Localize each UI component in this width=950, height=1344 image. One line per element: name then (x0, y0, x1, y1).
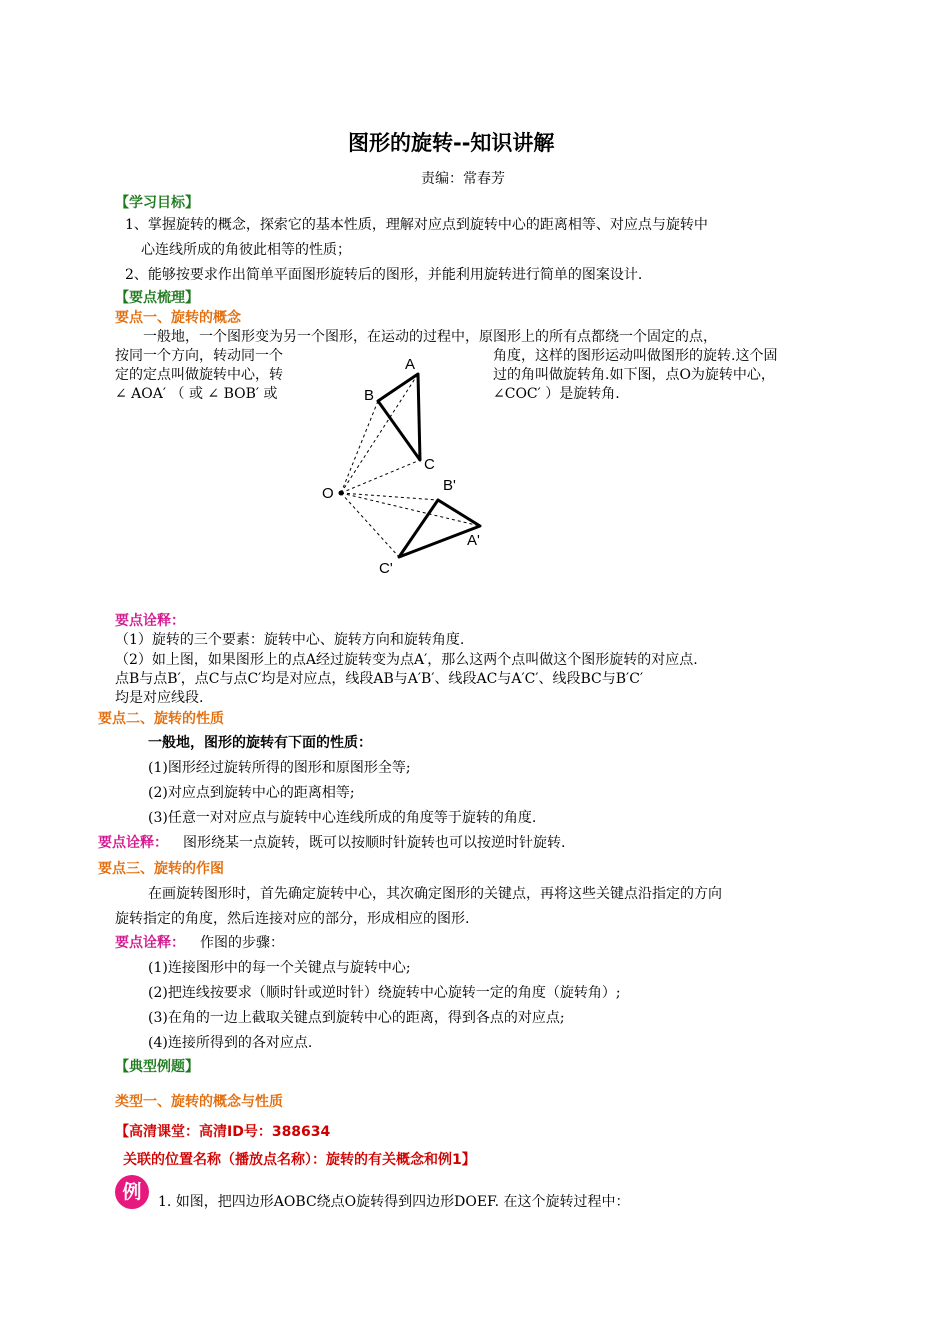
goal-item-1-cont: 心连线所成的角彼此相等的性质； (141, 242, 351, 258)
dash-o-c (341, 460, 420, 493)
point2-property-3: (3)任意一对对应点与旋转中心连线所成的角度等于旋转的角度. (148, 810, 537, 826)
points-heading: 【要点梳理】 (115, 290, 199, 306)
point3-step-4: (4)连接所得到的各对应点. (148, 1035, 313, 1051)
rotation-figure (310, 345, 510, 585)
dash-o-c2 (341, 493, 399, 557)
point3-text-1: 在画旋转图形时，首先确定旋转中心，其次确定图形的关键点，再将这些关键点沿指定的方向 (148, 886, 722, 902)
label-c-prime: C' (379, 560, 393, 577)
dash-o-a (341, 374, 418, 493)
triangle-abc (378, 374, 420, 460)
point3-heading: 要点三、旋转的作图 (98, 861, 224, 877)
page-title: 图形的旋转--知识讲解 (348, 131, 555, 155)
point2-intro: 一般地，图形的旋转有下面的性质： (148, 735, 372, 751)
label-a-prime: A' (467, 532, 480, 549)
point2-heading: 要点二、旋转的性质 (98, 711, 224, 727)
label-b-prime: B' (443, 477, 456, 494)
point1-left-2: 定的定点叫做旋转中心，转 (115, 367, 283, 383)
example-1-text: 1. 如图，把四边形AOBC绕点O旋转得到四边形DOEF. 在这个旋转过程中： (158, 1194, 630, 1210)
label-b: B (364, 387, 375, 404)
point2-property-1: (1)图形经过旋转所得的图形和原图形全等; (148, 760, 411, 776)
point1-right-1: 角度，这样的图形运动叫做图形的旋转.这个固 (493, 348, 778, 364)
point3-note: 作图的步骤： (200, 935, 284, 951)
label-c: C (424, 456, 435, 473)
point1-note-label: 要点诠释： (115, 613, 185, 629)
example-badge-icon: 例 (115, 1175, 149, 1209)
author: 责编：常春芳 (421, 171, 505, 187)
point1-note-2: （2）如上图，如果图形上的点A经过旋转变为点A′，那么这两个点叫做这个图形旋转的对应点. (115, 652, 698, 668)
point1-note-3: 点B与点B′，点C与点C′均是对应点，线段AB与A′B′、线段AC与A′C′、线段BC与B′C′ (115, 671, 644, 687)
point-o (339, 491, 344, 496)
point2-note-label: 要点诠释： (98, 835, 168, 851)
dash-o-b (341, 401, 378, 493)
point1-left-3: ∠ AOA′ （ 或 ∠ BOB′ 或 (115, 386, 278, 402)
point2-property-2: (2)对应点到旋转中心的距离相等; (148, 785, 355, 801)
example-type-1: 类型一、旋转的概念与性质 (115, 1094, 283, 1110)
goal-item-2: 2、能够按要求作出简单平面图形旋转后的图形，并能利用旋转进行简单的图案设计. (125, 267, 643, 283)
point1-heading: 要点一、旋转的概念 (115, 310, 241, 326)
point3-step-2: (2)把连线按要求（顺时针或逆时针）绕旋转中心旋转一定的角度（旋转角）; (148, 985, 621, 1001)
label-o: O (322, 485, 334, 502)
point3-note-label: 要点诠释： (115, 935, 185, 951)
point1-right-2: 过的角叫做旋转角.如下图，点O为旋转中心， (493, 367, 775, 383)
label-a: A (405, 356, 416, 373)
point1-left-1: 按同一个方向，转动同一个 (115, 348, 283, 364)
point3-step-3: (3)在角的一边上截取关键点到旋转中心的距离，得到各点的对应点; (148, 1010, 565, 1026)
goal-item-1: 1、掌握旋转的概念，探索它的基本性质，理解对应点到旋转中心的距离相等、对应点与旋转中 (125, 217, 708, 233)
class-info: 【高清课堂：高清ID号：388634 (115, 1124, 331, 1140)
point1-right-3: ∠COC′ ）是旋转角. (493, 386, 620, 402)
point1-note-1: （1）旋转的三个要素：旋转中心、旋转方向和旋转角度. (115, 632, 465, 648)
examples-heading: 【典型例题】 (115, 1059, 199, 1075)
dash-o-a2 (341, 493, 480, 526)
point1-text: 一般地，一个图形变为另一个图形，在运动的过程中，原图形上的所有点都绕一个固定的点， (143, 329, 717, 345)
goals-heading: 【学习目标】 (115, 195, 199, 211)
point2-note: 图形绕某一点旋转，既可以按顺时针旋转也可以按逆时针旋转. (183, 835, 566, 851)
point3-step-1: (1)连接图形中的每一个关键点与旋转中心; (148, 960, 411, 976)
point3-text-2: 旋转指定的角度，然后连接对应的部分，形成相应的图形. (115, 911, 470, 927)
link-info: 关联的位置名称（播放点名称）：旋转的有关概念和例1】 (123, 1152, 476, 1168)
point1-note-4: 均是对应线段. (115, 690, 204, 706)
